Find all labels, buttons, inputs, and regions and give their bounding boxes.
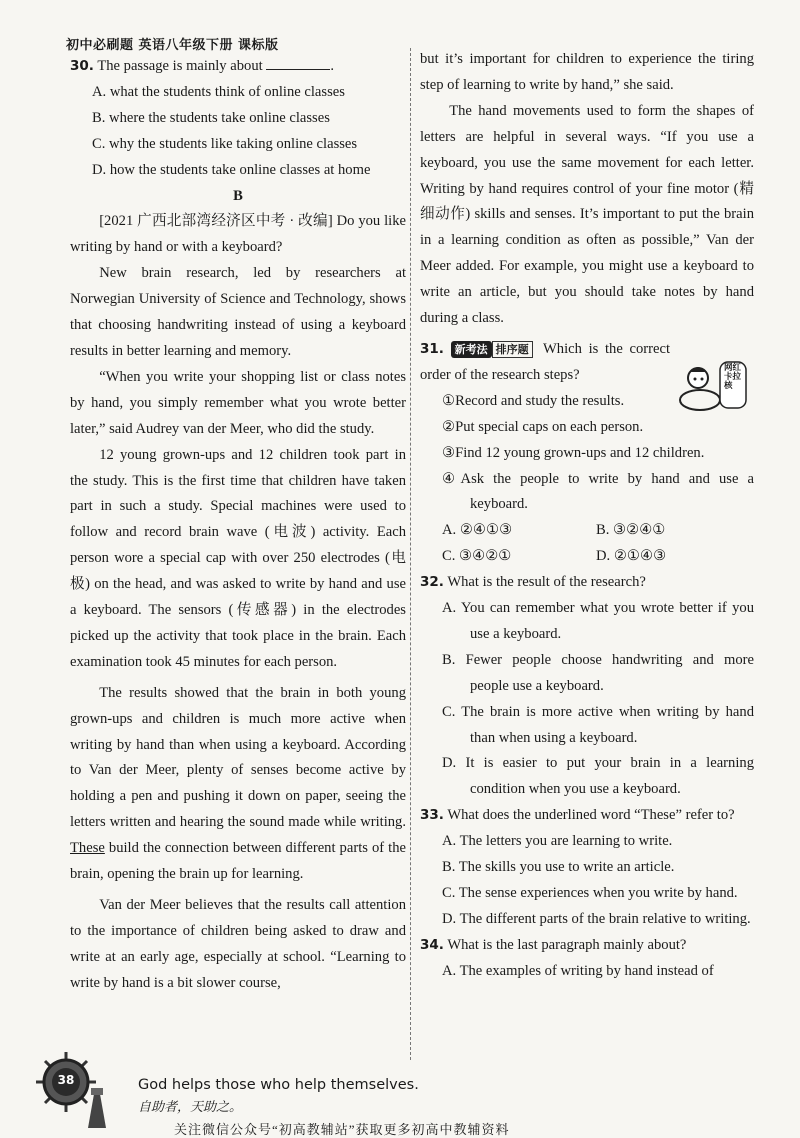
- q30-option-c: C. why the students like taking online classes: [92, 135, 358, 152]
- q33-option-d: D. The different parts of the brain relative to writing.: [442, 910, 751, 927]
- passage-paragraph-1: New brain research, led by researchers at Norwegian University of Science and Technology, shows that choosing handwriting instead of using a keyboard results in better learning and memory.: [70, 265, 406, 359]
- q30-option-d: D. how the students take online classes at home: [92, 161, 371, 178]
- q31-step-4: ④Ask the people to write by hand and use a keyboard.: [442, 470, 754, 513]
- q31-option-c: C. ③④②①: [442, 548, 512, 565]
- ordering-tag: 排序题: [492, 341, 533, 358]
- q31-options-row-2: [420, 544, 754, 570]
- left-column: [70, 54, 406, 997]
- q31-option-d: D. ②①④③: [596, 548, 667, 565]
- column-divider: [410, 48, 411, 1060]
- q31-options-row-1: [420, 518, 754, 544]
- q32-option-d: D. It is easier to put your brain in a learning condition when you use a keyboard.: [442, 755, 754, 798]
- answer-blank: [266, 55, 330, 70]
- q31-option-b: B. ③②④①: [596, 522, 666, 539]
- question-33: 33. What does the underlined word “These” refer to?: [420, 807, 735, 824]
- passage-intro: [2021 广西北部湾经济区中考 · 改编] Do you like writing by hand or with a keyboard?: [70, 213, 406, 256]
- q32-option-b: B. Fewer people choose handwriting and more people use a keyboard.: [442, 651, 754, 694]
- passage-paragraph-4: The results showed that the brain in both young grown-ups and children is much more active when writing by hand than when using a keyboard. According to Van der Meer, plenty of senses become active by holding a pen and pushing it down on paper, seeing the letters written and hearing the sound made while writing. These build the connection between different parts of the brain, opening the brain up for learning.: [70, 684, 406, 883]
- q33-option-a: A. The letters you are learning to write.: [442, 833, 673, 850]
- ship-wheel-icon: [28, 1050, 124, 1130]
- q32-option-a: A. You can remember what you wrote better if you use a keyboard.: [442, 600, 754, 642]
- q33-option-b: B. The skills you use to write an article.: [442, 859, 675, 876]
- page-header: 初中必刷题 英语八年级下册 课标版: [66, 38, 279, 53]
- passage-paragraph-3: 12 young grown-ups and 12 children took part in the study. This is the first time that children have taken part in such a study. Special machines were used to follow and record brain wave (电波) activity. Each person wore a special cap with over 250 electrodes (电极) on the head, and was asked to write by hand and use a keyboard. The sensors (传感器) in the electrodes picked up the activity that took place in the brain. Each examination took 45 minutes for each person.: [70, 446, 406, 670]
- q30-option-a: A. what the students think of online classes: [92, 83, 345, 100]
- passage-paragraph-5-continued: but it’s important for children to experience the tiring step of learning to write by hand,” she said.: [420, 51, 754, 93]
- q31-option-a: A. ②④①③: [442, 522, 513, 539]
- passage-paragraph-2: “When you write your shopping list or class notes by hand, you simply remember what you wrote better later,” said Audrey van der Meer, who did the study.: [70, 368, 406, 437]
- motto-chinese: 自助者，天助之。: [138, 1099, 243, 1114]
- q32-option-c: C. The brain is more active when writing by hand than when using a keyboard.: [442, 703, 754, 746]
- section-heading: B: [233, 187, 243, 204]
- question-31: 31. 新考法 排序题 Which is the correct order of the research steps?: [420, 340, 670, 383]
- underlined-word: These: [70, 840, 105, 857]
- right-column: [420, 47, 754, 985]
- q31-step-3: ③Find 12 young grown-ups and 12 children.: [442, 444, 705, 461]
- passage-paragraph-5: Van der Meer believes that the results call attention to the importance of children being asked to draw and write at an early age, especially at school. “Learning to write by hand is a bit slower course,: [70, 897, 406, 991]
- page-number: 38: [57, 1073, 75, 1087]
- q31-step-1: ①Record and study the results.: [442, 392, 625, 409]
- question-32: 32. What is the result of the research?: [420, 574, 646, 591]
- motto-english: God helps those who help themselves.: [138, 1077, 419, 1093]
- question-30: 30. The passage is mainly about .: [70, 54, 406, 80]
- mascot-illustration: [676, 360, 750, 419]
- question-34: 34. What is the last paragraph mainly about?: [420, 936, 687, 953]
- q31-step-2: ②Put special caps on each person.: [442, 418, 644, 435]
- page-number-badge: [28, 1050, 124, 1135]
- footer-notice: 关注微信公众号“初高教辅站”获取更多初高中教辅资料: [174, 1122, 510, 1137]
- mascot-label: 网红卡拉核: [724, 363, 742, 391]
- new-format-tag: 新考法: [451, 341, 492, 358]
- q33-option-c: C. The sense experiences when you write by hand.: [442, 885, 738, 901]
- q30-option-b: B. where the students take online classes: [92, 109, 330, 126]
- passage-paragraph-6: The hand movements used to form the shapes of letters are helpful in several ways. “If you use a keyboard, you use the same movement for each letter. Writing by hand requires control of your fine motor (精细动作) skills and senses. It’s important to put the brain in a learning condition as often as possible,” Van der Meer added. For example, you might use a keyboard to write an article, but you should take notes by hand during a class.: [420, 102, 754, 327]
- q34-option-a: A. The examples of writing by hand instead of: [442, 962, 714, 979]
